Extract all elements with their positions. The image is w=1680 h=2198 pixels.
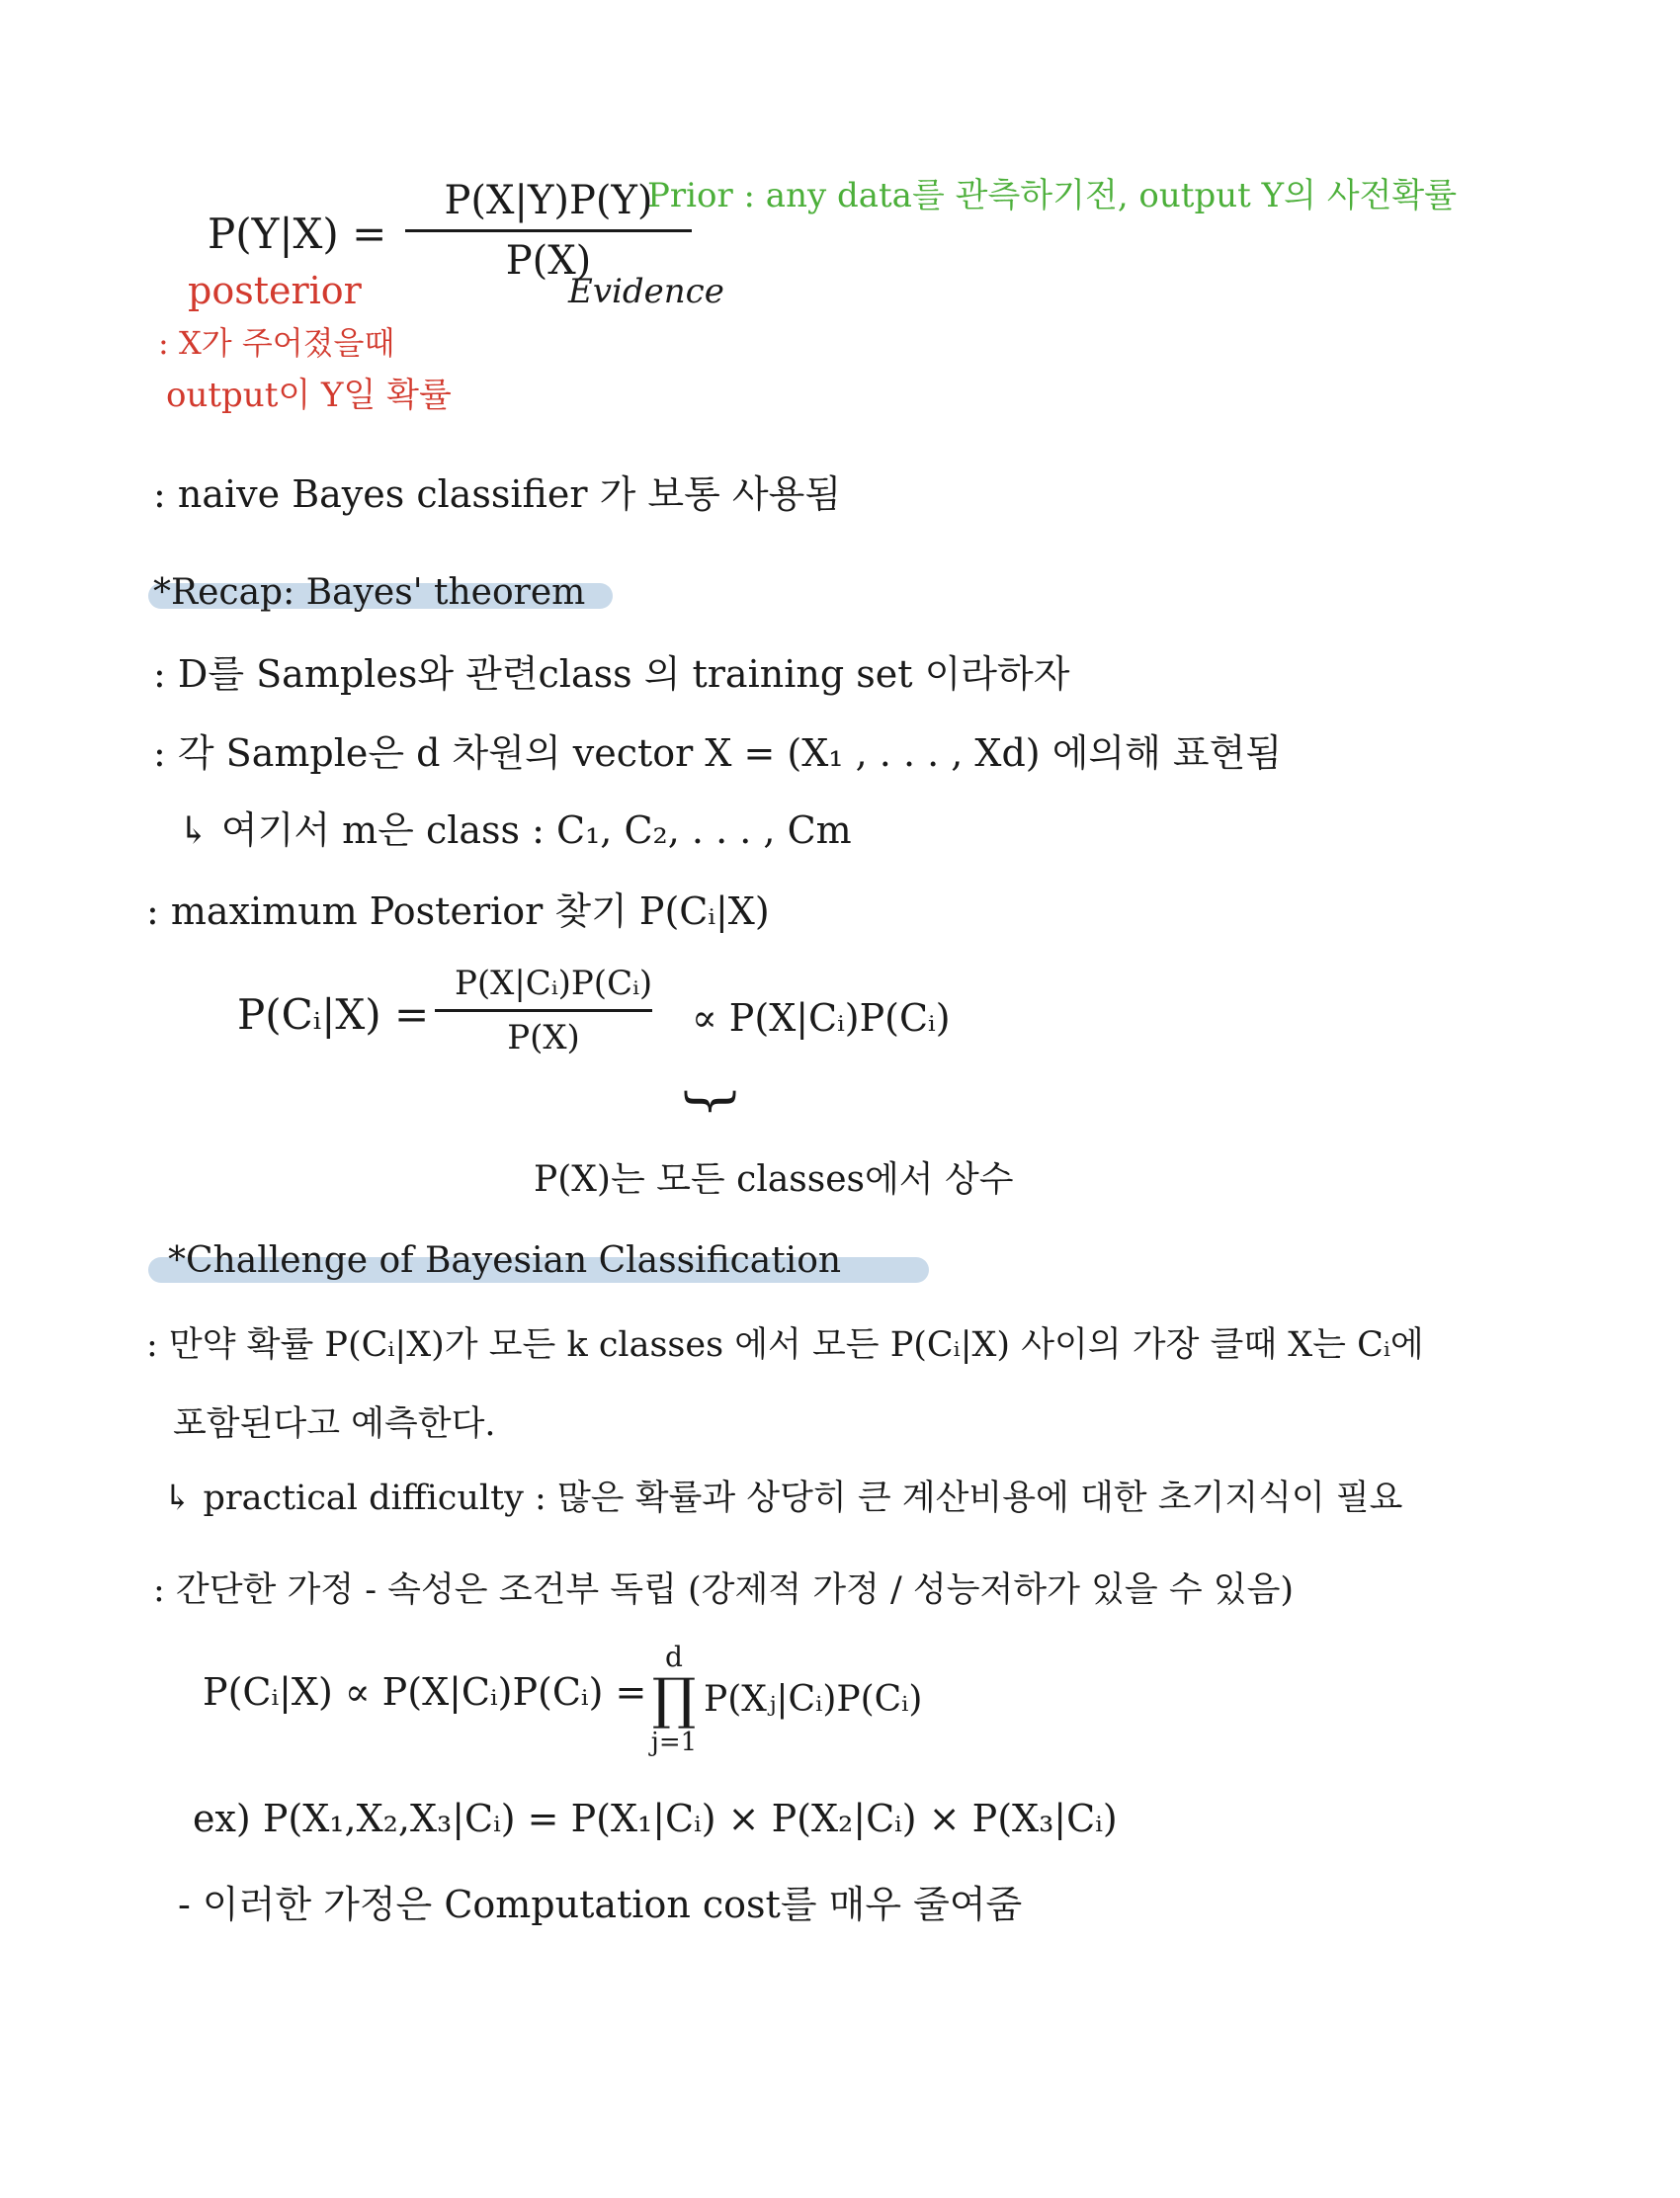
bayes-proportional: ∝ P(X|Cᵢ)P(Cᵢ) (692, 996, 951, 1040)
recap-line-1: : D를 Samples와 관련class 의 training set 이라하자 (153, 652, 1070, 696)
challenge-line-1: : 만약 확률 P(Cᵢ|X)가 모든 k classes 에서 모든 P(Cᵢ|X) 사이의 가장 클때 X는 Cᵢ에 (146, 1325, 1424, 1365)
final-line: - 이러한 가정은 Computation cost를 매우 줄여줌 (178, 1883, 1023, 1926)
section-recap-heading: *Recap: Bayes' theorem (153, 572, 586, 613)
evidence-label: Evidence (568, 272, 724, 311)
recap-line-3: ↳ 여기서 m은 class : C₁, C₂, . . . , Cm (178, 808, 852, 852)
product-lower-limit: j=1 (650, 1728, 698, 1758)
fraction-numerator: P(X|Y)P(Y) (405, 178, 692, 232)
section-challenge-heading: *Challenge of Bayesian Classification (168, 1240, 842, 1281)
bayes-constant-note: P(X)는 모든 classes에서 상수 (534, 1159, 1014, 1200)
challenge-line-3: ↳ practical difficulty : 많은 확률과 상당히 큰 계산비용에 대한 초기지식이 필요 (163, 1479, 1403, 1518)
product-formula-rhs: P(Xⱼ|Cᵢ)P(Cᵢ) (704, 1679, 923, 1720)
posterior-label: posterior (188, 269, 362, 312)
brace-symbol: } (679, 1083, 744, 1120)
bayes-formula-lhs: P(Cᵢ|X) = (237, 990, 430, 1039)
posterior-note-1: : X가 주어졌을때 (158, 324, 395, 362)
bayes-numerator: P(X|Cᵢ)P(Cᵢ) (435, 964, 652, 1012)
prior-note: Prior : any data를 관측하기전, output Y의 사전확률 (647, 176, 1458, 215)
recap-line-2: : 각 Sample은 d 차원의 vector X = (X₁ , . . . , Xd) 에의해 표현됨 (153, 731, 1283, 775)
product-symbol: ∏ (651, 1667, 697, 1733)
bayes-denominator: P(X) (507, 1018, 580, 1057)
posterior-formula-lhs: P(Y|X) = (208, 210, 387, 258)
bayes-fraction (435, 964, 652, 1057)
recap-line-4: : maximum Posterior 찾기 P(Cᵢ|X) (146, 889, 770, 933)
posterior-note-2: output이 Y일 확률 (166, 376, 452, 415)
fraction-denominator: P(X) (505, 238, 592, 284)
product-operator (644, 1643, 704, 1756)
product-upper-limit: d (665, 1641, 683, 1673)
challenge-line-4: : 간단한 가정 - 속성은 조건부 독립 (강제적 가정 / 성능저하가 있을 수 있음) (153, 1570, 1295, 1610)
naive-bayes-line: : naive Bayes classifier 가 보통 사용됨 (153, 472, 842, 516)
challenge-line-2: 포함된다고 예측한다. (173, 1404, 496, 1444)
product-formula-lhs: P(Cᵢ|X) ∝ P(X|Cᵢ)P(Cᵢ) = (203, 1670, 647, 1714)
example-line: ex) P(X₁,X₂,X₃|Cᵢ) = P(X₁|Cᵢ) × P(X₂|Cᵢ) × P(X₃|Cᵢ) (193, 1797, 1118, 1840)
